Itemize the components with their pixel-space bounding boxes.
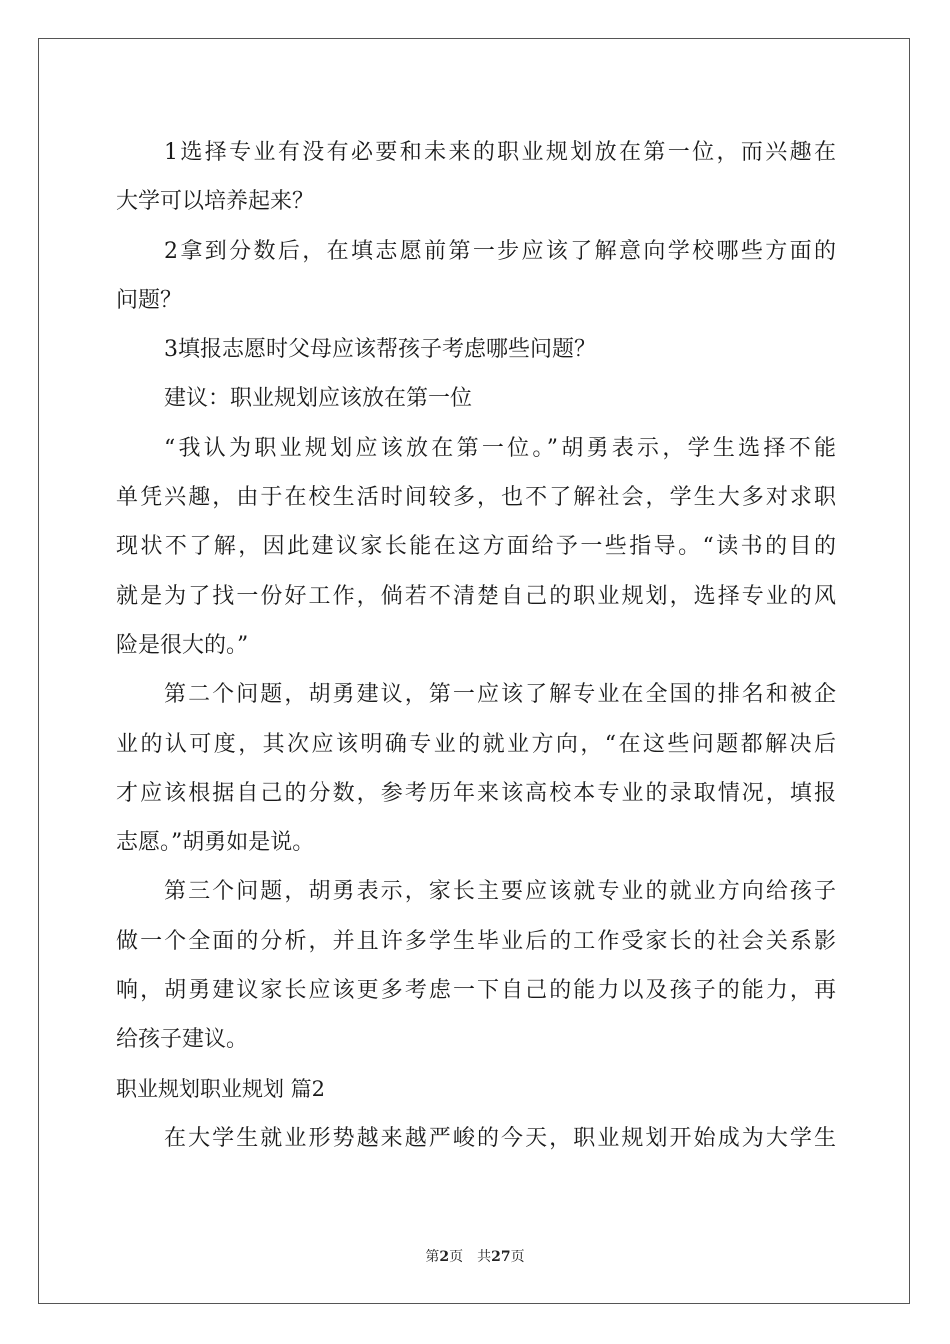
- text-line: 志愿。”胡勇如是说。: [116, 830, 315, 856]
- text-line: 单凭兴趣，由于在校生活时间较多，也不了解社会，学生大多对求职: [116, 485, 836, 511]
- text-line: 在大学生就业形势越来越严峻的今天，职业规划开始成为大学生: [164, 1125, 836, 1151]
- text-line: 建议：职业规划应该放在第一位: [164, 386, 473, 412]
- text-line: 才应该根据自己的分数，参考历年来该高校本专业的录取情况，填报: [116, 780, 836, 806]
- total-page-number: 27: [491, 1249, 511, 1265]
- footer-mid: 页 共: [449, 1249, 492, 1265]
- text-line: 1选择专业有没有必要和未来的职业规划放在第一位，而兴趣在: [164, 140, 836, 165]
- text-line: 大学可以培养起来？: [116, 189, 315, 215]
- text-line: 做一个全面的分析，并且许多学生毕业后的工作受家长的社会关系影: [116, 928, 836, 954]
- footer-suffix: 页: [510, 1249, 525, 1265]
- text-line: 3填报志愿时父母应该帮孩子考虑哪些问题？: [164, 337, 596, 363]
- section-heading: 职业规划职业规划 篇2: [116, 1076, 326, 1101]
- page-footer: [0, 1246, 950, 1266]
- footer-prefix: 第: [425, 1249, 440, 1265]
- text-line: 响，胡勇建议家长应该更多考虑一下自己的能力以及孩子的能力，再: [116, 978, 836, 1004]
- text-line: 问题？: [116, 287, 183, 313]
- text-line: “我认为职业规划应该放在第一位。”胡勇表示，学生选择不能: [164, 435, 836, 461]
- text-line: 第二个问题，胡勇建议，第一应该了解专业在全国的排名和被企: [164, 682, 836, 708]
- text-line: 给孩子建议。: [116, 1027, 249, 1053]
- text-line: 现状不了解，因此建议家长能在这方面给予一些指导。“读书的目的: [116, 534, 836, 560]
- text-line: 第三个问题，胡勇表示，家长主要应该就专业的就业方向给孩子: [164, 879, 836, 905]
- text-line: 险是很大的。”: [116, 632, 249, 658]
- text-line: 2拿到分数后，在填志愿前第一步应该了解意向学校哪些方面的: [164, 238, 836, 264]
- text-line: 业的认可度，其次应该明确专业的就业方向，“在这些问题都解决后: [116, 731, 836, 757]
- current-page-number: 2: [439, 1249, 450, 1265]
- text-line: 就是为了找一份好工作，倘若不清楚自己的职业规划，选择专业的风: [116, 583, 836, 609]
- document-body: [116, 128, 836, 1163]
